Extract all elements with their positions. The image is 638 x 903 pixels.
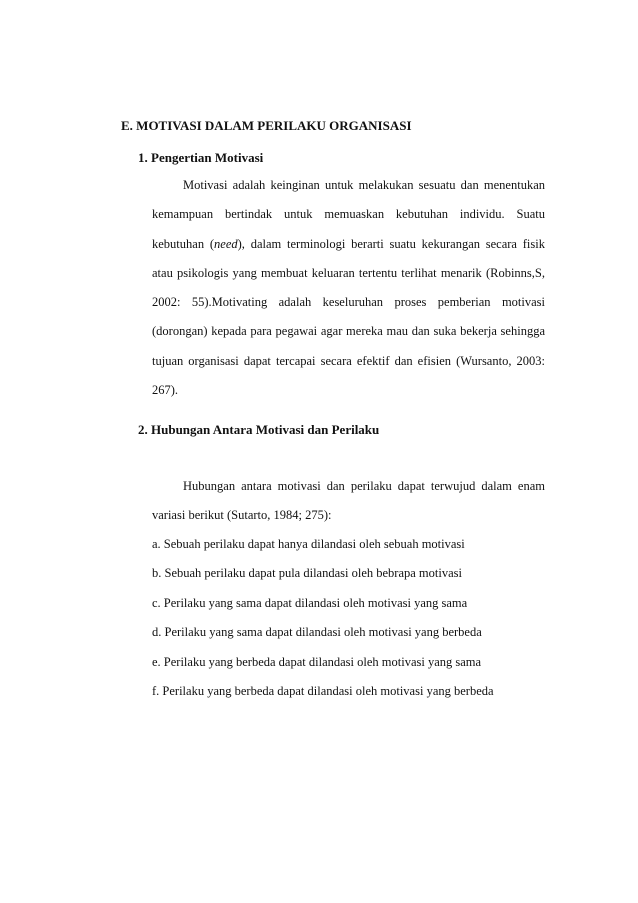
paragraph-pengertian-motivasi: [152, 171, 545, 405]
list-item: f. Perilaku yang berbeda dapat dilandasi oleh motivasi yang berbeda: [152, 684, 494, 699]
subsection-title-hubungan: 2. Hubungan Antara Motivasi dan Perilaku: [138, 422, 380, 437]
paragraph-text-part-2: ), dalam terminologi berarti suatu kekurangan secara fisik atau psikologis yang membuat keluaran tertentu terlihat menarik (Robinns,S, 2002: 55).Motivating adalah keseluruhan proses pemberian motivasi (dorongan) kepada para pegawai agar mereka mau dan suka bekerja sehingga tujuan organisasi dapat tercapai secara efektif dan efisien (Wursanto, 2003: 267).: [152, 236, 545, 398]
paragraph-text-part-1: Motivasi adalah keinginan untuk melakukan sesuatu dan menentukan kemampuan bertindak untuk memuaskan kebutuhan individu. Suatu kebutuhan (: [152, 178, 545, 251]
variation-list: [152, 530, 545, 706]
paragraph-hubungan-text: Hubungan antara motivasi dan perilaku dapat terwujud dalam enam variasi berikut (Sutarto, 1984; 275):: [152, 479, 545, 523]
list-item: b. Sebuah perilaku dapat pula dilandasi oleh bebrapa motivasi: [152, 566, 462, 581]
list-item: e. Perilaku yang berbeda dapat dilandasi oleh motivasi yang sama: [152, 654, 482, 669]
subsection-title-pengertian: 1. Pengertian Motivasi: [138, 150, 264, 165]
list-item: d. Perilaku yang sama dapat dilandasi oleh motivasi yang berbeda: [152, 625, 482, 640]
list-item: a. Sebuah perilaku dapat hanya dilandasi oleh sebuah motivasi: [152, 537, 465, 551]
paragraph-hubungan: [152, 472, 545, 531]
section-heading: E. MOTIVASI DALAM PERILAKU ORGANISASI: [121, 118, 412, 133]
term-need: need: [214, 236, 238, 251]
list-item: c. Perilaku yang sama dapat dilandasi oleh motivasi yang sama: [152, 595, 468, 610]
